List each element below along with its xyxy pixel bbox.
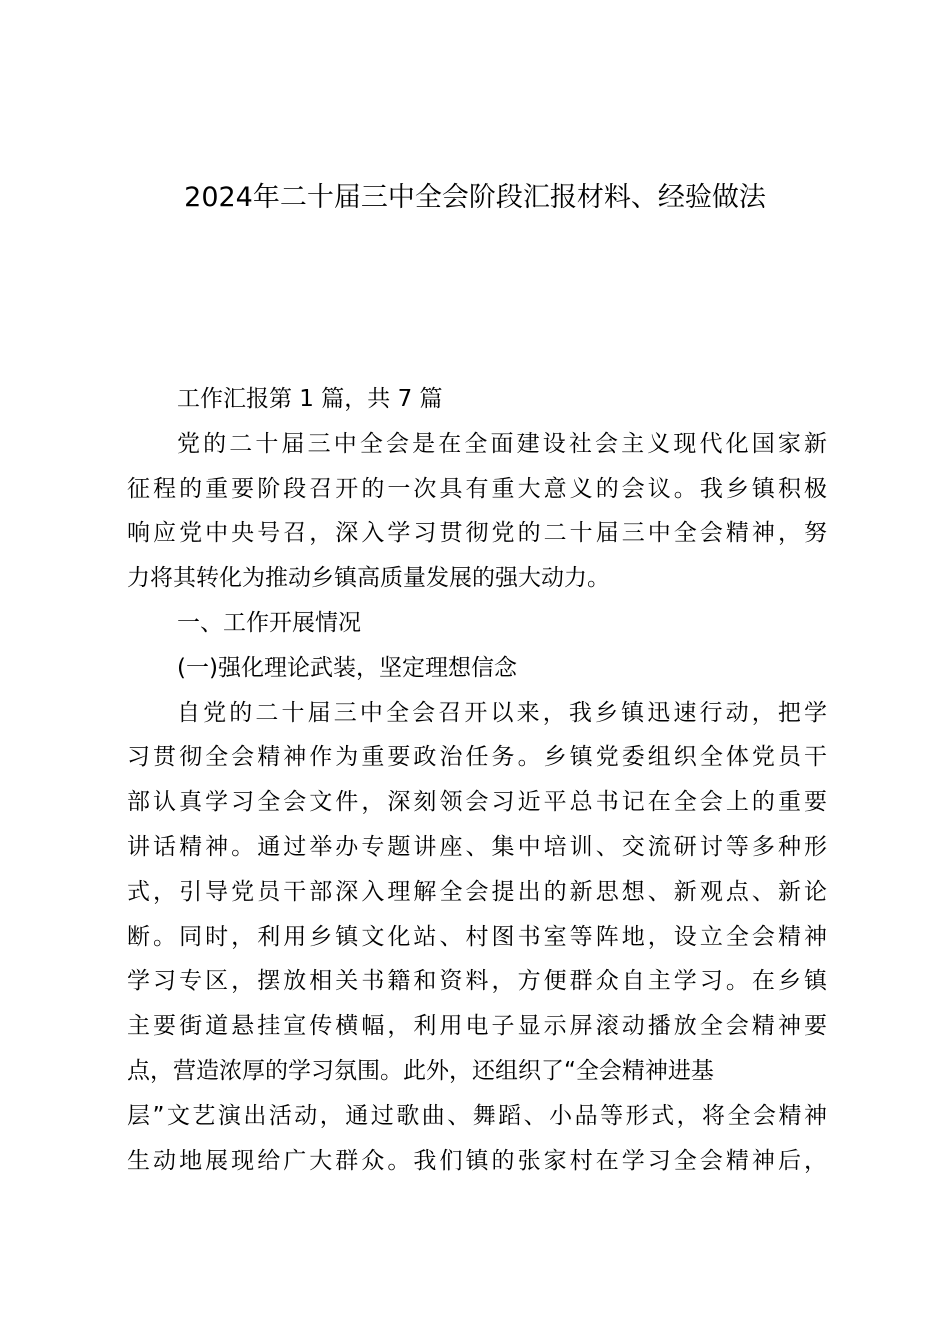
document-body (127, 377, 827, 1183)
body-line: 一、工作开展情况 (177, 609, 361, 636)
body-line: 党的二十届三中全会是在全面建设社会主义现代化国家新 (177, 430, 827, 457)
body-line: 断。同时，利用乡镇文化站、村图书室等阵地，设立全会精神 (127, 923, 827, 950)
body-line: 讲话精神。通过举办专题讲座、集中培训、交流研讨等多种形 (127, 833, 827, 860)
body-line: 工作汇报第 1 篇，共 7 篇 (177, 386, 443, 412)
body-line: 力将其转化为推动乡镇高质量发展的强大动力。 (127, 565, 610, 592)
body-line: 部认真学习全会文件，深刻领会习近平总书记在全会上的重要 (127, 789, 827, 816)
body-line: 主要街道悬挂宣传横幅，利用电子显示屏滚动播放全会精神要 (127, 1013, 827, 1040)
body-line: 习贯彻全会精神作为重要政治任务。乡镇党委组织全体党员干 (127, 744, 827, 771)
body-line: 响应党中央号召，深入学习贯彻党的二十届三中全会精神，努 (127, 520, 827, 547)
body-line: (一)强化理论武装，坚定理想信念 (177, 654, 517, 681)
body-line: 生动地展现给广大群众。我们镇的张家村在学习全会精神后， (127, 1147, 827, 1174)
document-title: 2024年二十届三中全会阶段汇报材料、经验做法 (184, 182, 766, 213)
body-line: 点，营造浓厚的学习氛围。此外，还组织了“全会精神进基 (127, 1057, 714, 1084)
body-line: 学习专区，摆放相关书籍和资料，方便群众自主学习。在乡镇 (127, 968, 827, 995)
body-line: 层”文艺演出活动，通过歌曲、舞蹈、小品等形式，将全会精神 (127, 1102, 827, 1129)
body-line: 征程的重要阶段召开的一次具有重大意义的会议。我乡镇积极 (127, 475, 827, 502)
body-line: 式，引导党员干部深入理解全会提出的新思想、新观点、新论 (127, 878, 827, 905)
body-line: 自党的二十届三中全会召开以来，我乡镇迅速行动，把学 (177, 699, 827, 726)
